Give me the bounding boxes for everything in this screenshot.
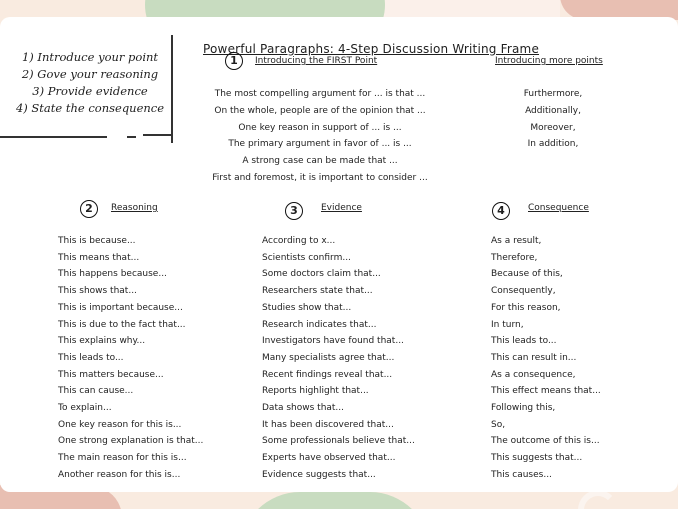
- more-points-phrase-list: [490, 86, 616, 153]
- number-3-icon: 3: [285, 202, 303, 220]
- phrase-item: Because of this,: [491, 269, 563, 280]
- phrase-item: For this reason,: [491, 302, 561, 313]
- phrase-item: Furthermore,: [523, 89, 583, 99]
- phrase-item: In turn,: [491, 319, 524, 330]
- phrase-item: Researchers state that...: [262, 286, 373, 297]
- page-title: Powerful Paragraphs: 4-Step Discussion Writing Frame: [203, 42, 540, 56]
- steps-summary-box: [0, 35, 172, 135]
- decorative-arc-bottom-right: [578, 490, 618, 509]
- phrase-item: On the whole, people are of the opinion that ...: [214, 105, 426, 116]
- phrase-item: Evidence suggests that...: [262, 469, 376, 480]
- phrase-item: Data shows that...: [262, 403, 345, 414]
- phrase-item: Research indicates that...: [262, 319, 377, 330]
- phrase-item: The outcome of this is...: [491, 436, 600, 447]
- phrase-item: This matters because...: [58, 369, 164, 380]
- phrase-item: Recent findings reveal that...: [262, 369, 393, 380]
- phrase-item: Additionally,: [525, 105, 581, 116]
- step-item: 2) Gove your reasoning: [21, 67, 159, 81]
- phrase-item: One key reason for this is...: [58, 419, 182, 430]
- phrase-item: Studies show that...: [262, 302, 352, 313]
- phrase-item: First and foremost, it is important to consider ...: [212, 172, 428, 183]
- section-heading-more-points: Introducing more points: [495, 56, 603, 66]
- reasoning-phrase-list: [58, 233, 203, 484]
- phrase-item: This is because...: [58, 236, 136, 246]
- phrase-item: Following this,: [491, 403, 556, 414]
- phrase-item: The most compelling argument for ... is that ...: [214, 89, 426, 99]
- phrase-item: One key reason in support of ... is ...: [238, 122, 402, 133]
- number-4-icon: 4: [492, 202, 510, 220]
- consequence-phrase-list: [491, 233, 601, 484]
- evidence-phrase-list: [262, 233, 415, 484]
- phrase-item: Another reason for this is...: [58, 469, 181, 480]
- box-border-bottom-end: [143, 134, 173, 136]
- phrase-item: To explain...: [58, 403, 112, 414]
- phrase-item: This shows that...: [58, 286, 137, 297]
- phrase-item: This leads to...: [491, 336, 557, 347]
- phrase-item: Many specialists agree that...: [262, 352, 395, 363]
- phrase-item: The primary argument in favor of ... is ...: [228, 139, 412, 150]
- number-1-icon: 1: [225, 52, 243, 70]
- section-heading-reasoning: Reasoning: [111, 203, 158, 213]
- phrase-item: This suggests that...: [491, 453, 583, 464]
- phrase-item: A strong case can be made that ...: [242, 156, 398, 167]
- phrase-item: Consequently,: [491, 286, 556, 297]
- phrase-item: Some doctors claim that...: [262, 269, 381, 280]
- phrase-item: Scientists confirm...: [262, 252, 351, 263]
- phrase-item: So,: [491, 419, 506, 430]
- intro-phrase-list: [190, 86, 450, 187]
- section-heading-evidence: Evidence: [321, 203, 362, 213]
- phrase-item: This leads to...: [58, 352, 124, 363]
- phrase-item: This causes...: [491, 469, 552, 480]
- phrase-item: This is due to the fact that...: [58, 319, 186, 330]
- phrase-item: The main reason for this is...: [58, 453, 187, 464]
- box-border-bottom: [0, 136, 107, 138]
- box-border-right: [171, 35, 173, 143]
- box-border-bottom-dash: [127, 136, 136, 138]
- steps-list: [10, 49, 170, 117]
- phrase-item: This happens because...: [58, 269, 167, 280]
- phrase-item: This effect means that...: [491, 386, 601, 397]
- phrase-item: This explains why...: [58, 336, 146, 347]
- phrase-item: This means that...: [58, 252, 140, 263]
- phrase-item: This can result in...: [491, 352, 577, 363]
- phrase-item: As a result,: [491, 236, 542, 246]
- phrase-item: In addition,: [527, 139, 579, 150]
- phrase-item: Some professionals believe that...: [262, 436, 415, 447]
- phrase-item: It has been discovered that...: [262, 419, 394, 430]
- number-2-icon: 2: [80, 200, 98, 218]
- phrase-item: One strong explanation is that...: [58, 436, 204, 447]
- section-heading-consequence: Consequence: [528, 203, 589, 213]
- worksheet-card: [0, 17, 678, 492]
- phrase-item: Therefore,: [491, 252, 538, 263]
- section-heading-intro: Introducing the FIRST Point: [255, 56, 378, 66]
- phrase-item: Investigators have found that...: [262, 336, 404, 347]
- step-item: 4) State the consequence: [15, 101, 165, 115]
- step-item: 3) Provide evidence: [32, 84, 148, 98]
- phrase-item: Experts have observed that...: [262, 453, 396, 464]
- phrase-item: Reports highlight that...: [262, 386, 369, 397]
- phrase-item: This is important because...: [58, 302, 183, 313]
- phrase-item: As a consequence,: [491, 369, 576, 380]
- phrase-item: Moreover,: [530, 122, 576, 133]
- phrase-item: This can cause...: [58, 386, 134, 397]
- step-item: 1) Introduce your point: [21, 50, 159, 64]
- decorative-green-blob-bottom: [240, 492, 430, 509]
- phrase-item: According to x...: [262, 236, 336, 246]
